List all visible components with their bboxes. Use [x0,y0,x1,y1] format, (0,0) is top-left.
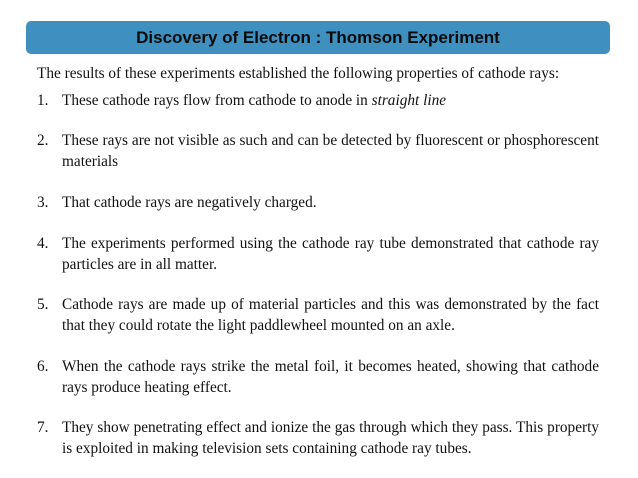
intro-text: The results of these experiments established the following properties of cathode rays: [37,65,560,82]
list-item [37,233,599,275]
item-text: The experiments performed using the cathode ray tube demonstrated that cathode ray particles are in all matter. [62,235,599,273]
item-number: 6. [37,358,49,375]
list-item [37,130,599,172]
list-item [37,90,599,111]
list-item [37,417,599,459]
item-number: 4. [37,235,49,252]
item-number: 2. [37,132,49,149]
item-number: 1. [37,92,49,109]
item-number: 3. [37,194,49,211]
item-text: When the cathode rays strike the metal foil, it becomes heated, showing that cathode rays produce heating effect. [62,358,599,396]
list-item [37,294,599,336]
slide-title: Discovery of Electron : Thomson Experiment [136,27,500,47]
item-text: Cathode rays are made up of material particles and this was demonstrated by the fact that they could rotate the light paddlewheel mounted on an axle. [62,296,599,334]
title-banner [26,21,610,54]
list-item [37,192,599,213]
item-text-emphasis: straight line [371,92,447,109]
item-text: These rays are not visible as such and can be detected by fluorescent or phosphorescent materials [62,132,599,170]
item-text: They show penetrating effect and ionize the gas through which they pass. This property is exploited in making television sets containing cathode ray tubes. [62,419,599,457]
item-text: That cathode rays are negatively charged. [62,194,317,211]
list-item [37,356,599,398]
item-number: 5. [37,296,49,313]
item-number: 7. [37,419,49,436]
item-text [62,90,599,111]
item-text-plain: These cathode rays flow from cathode to anode in [62,92,372,109]
